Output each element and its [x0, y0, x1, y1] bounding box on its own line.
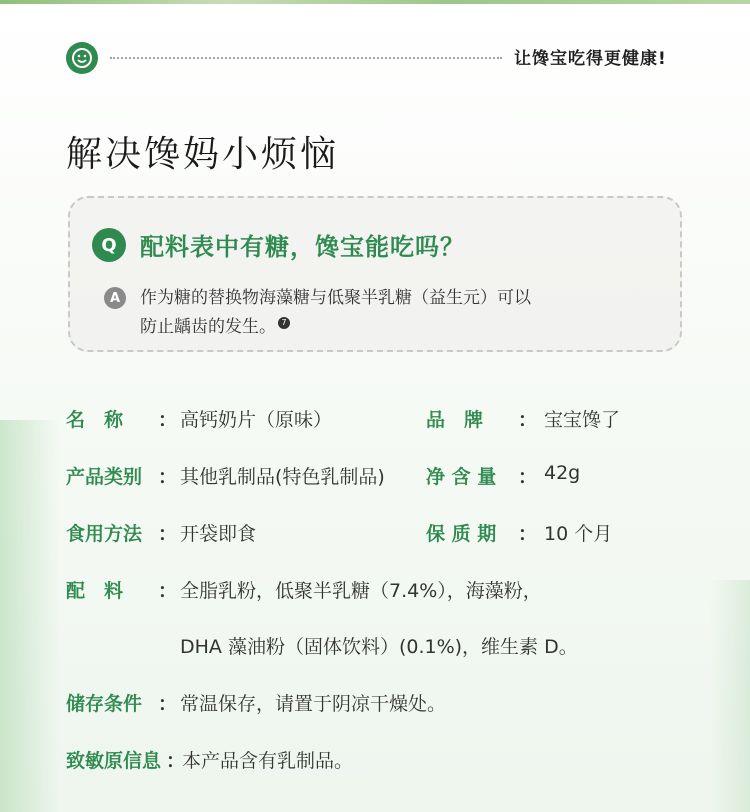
answer-line-1: 作为糖的替换物海藻糖与低聚半乳糖（益生元）可以	[140, 288, 531, 308]
usage-value: 开袋即食	[180, 523, 257, 545]
usage-label: 食用方法	[66, 523, 143, 545]
storage-value: 常温保存，请置于阴凉干燥处。	[180, 693, 447, 715]
ingredients-line-2: DHA 藻油粉（固体饮料）(0.1%)，维生素 D。	[180, 636, 578, 658]
header-dotted-divider	[110, 57, 502, 59]
net-weight-colon: ：	[518, 466, 538, 488]
left-leaf-decoration	[0, 420, 60, 812]
qa-card	[68, 196, 682, 352]
right-leaf-decoration	[710, 580, 750, 812]
name-colon: ：	[158, 409, 178, 431]
question-text: 配料表中有糖，馋宝能吃吗？	[140, 233, 465, 261]
net-weight-value: 42g	[544, 462, 581, 484]
net-weight-label: 净 含 量	[426, 466, 497, 488]
brand-logo-icon	[66, 42, 98, 74]
question-badge: Q	[92, 228, 126, 262]
top-grass-strip	[0, 0, 750, 4]
answer-line-2: 防止龋齿的发生。 7	[140, 313, 630, 342]
brand-label: 品 牌	[426, 409, 484, 431]
category-value: 其他乳制品(特色乳制品)	[180, 466, 385, 488]
allergen-value: 本产品含有乳制品。	[182, 750, 354, 772]
ingredients-colon: ：	[158, 580, 178, 602]
allergen-colon: ：	[166, 750, 186, 772]
ingredients-label: 配 料	[66, 580, 124, 602]
brand-colon: ：	[518, 409, 538, 431]
storage-label: 储存条件	[66, 693, 143, 715]
shelf-life-label: 保 质 期	[426, 523, 497, 545]
name-label: 名 称	[66, 409, 124, 431]
category-colon: ：	[158, 466, 178, 488]
category-label: 产品类别	[66, 466, 143, 488]
page-title: 解决馋妈小烦恼	[66, 134, 340, 175]
name-value: 高钙奶片（原味）	[180, 409, 333, 431]
allergen-label: 致敏原信息	[66, 750, 162, 772]
usage-colon: ：	[158, 523, 178, 545]
shelf-life-value: 10 个月	[544, 523, 613, 545]
brand-value: 宝宝馋了	[544, 409, 621, 431]
shelf-life-colon: ：	[518, 523, 538, 545]
header-slogan: 让馋宝吃得更健康!	[514, 49, 667, 69]
storage-colon: ：	[158, 693, 178, 715]
answer-badge: A	[104, 287, 126, 309]
answer-text	[140, 284, 630, 342]
ingredients-line-1: 全脂乳粉，低聚半乳糖（7.4%），海藻粉，	[180, 580, 542, 602]
footnote-marker: 7	[278, 317, 290, 329]
